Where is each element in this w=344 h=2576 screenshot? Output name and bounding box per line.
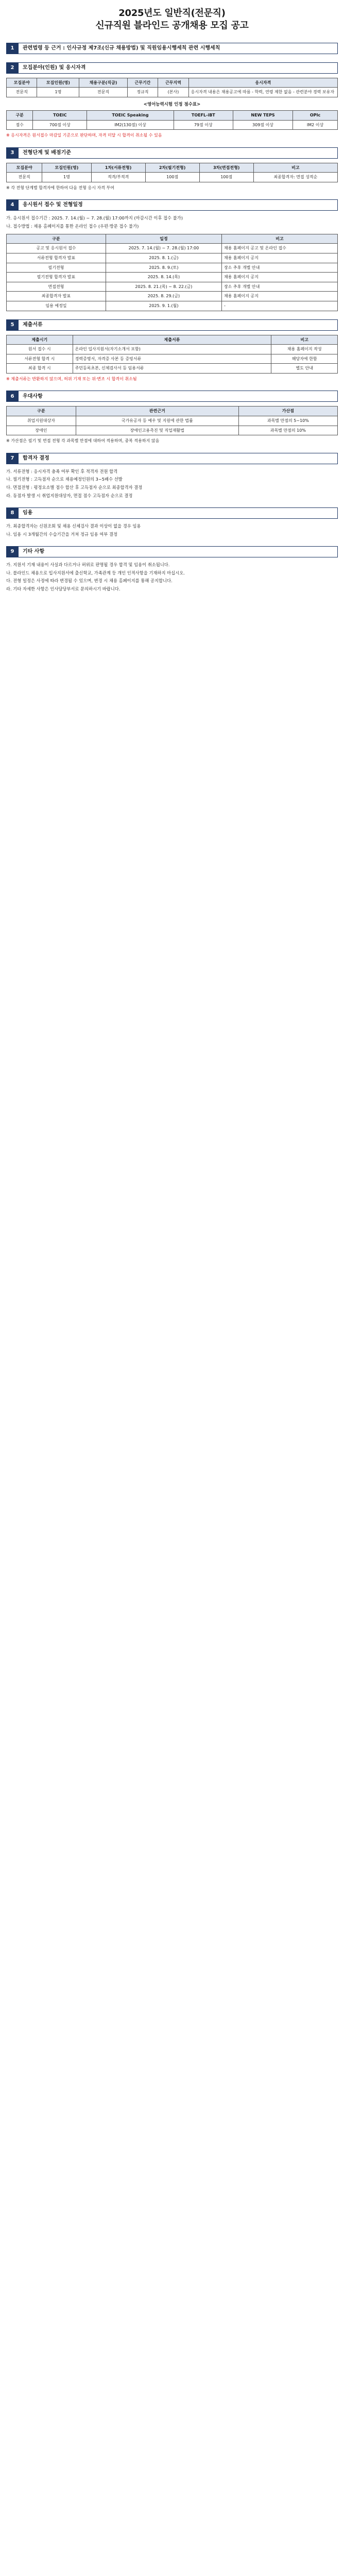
table-header: 모집인원(명): [37, 78, 79, 88]
table-row: 필기전형 합격자 발표 2025. 8. 14.(목) 채용 홈페이지 공지: [7, 273, 338, 282]
body-text: 나. 접수방법 : 채용 홈페이지를 통한 온라인 접수 (우편·방문 접수 불가): [6, 223, 139, 229]
section-7: [6, 453, 338, 499]
section-note: ※ 제출서류는 반환하지 않으며, 허위 기재 또는 위·변조 시 합격이 취소됨: [6, 376, 137, 381]
section-title: 우대사항: [19, 391, 338, 402]
body-text: 나. 필기전형 : 고득점자 순으로 채용예정인원의 3~5배수 선발: [6, 477, 123, 482]
table-row: 장애인 장애인고용촉진 및 직업재활법 과목별 만점의 10%: [7, 426, 338, 435]
section-note: ※ 가산점은 필기 및 면접 전형 각 과목별 만점에 대하여 적용하며, 중복 적용하지 않음: [6, 438, 160, 444]
table-row: 필기전형 2025. 8. 9.(토) 장소 추후 개별 안내: [7, 263, 338, 273]
table-row: 임용 예정일 2025. 9. 1.(월) -: [7, 301, 338, 311]
documents-table: 제출시기 제출서류 비고 원서 접수 시 온라인 입사지원서(자기소개서 포함) 채용 홈페이지 작성 서류전형 합격 시 경력증명서, 자격증 사본 등 증빙서류 해당자에 한함 최종 합격 시 주민등록초본, 신체검사서 등 임용서류 별도 안내: [6, 335, 338, 374]
table-header: 근무기간: [127, 78, 158, 88]
section-number: 4: [6, 199, 19, 211]
table-row: 점수 700점 이상 IM2(130점) 이상 79점 이상 309점 이상 IM2 이상: [7, 120, 338, 130]
section-number: 7: [6, 453, 19, 464]
table-row: 서류전형 합격자 발표 2025. 8. 1.(금) 채용 홈페이지 공지: [7, 253, 338, 263]
section-title: 임용: [19, 507, 338, 519]
section-number: 2: [6, 62, 19, 74]
section-title: 전형단계 및 배점기준: [19, 147, 338, 159]
schedule-table: 구분 일정 비고 공고 및 응시원서 접수 2025. 7. 14.(월) ~ 7. 28.(월) 17:00 채용 홈페이지 공고 및 온라인 접수 서류전형 합격자 발표 2025. 8. 1.(금) 채용 홈페이지 공지 필기전형 2025. 8. 9.(토) 장소 추후 개별 안내 필기전형 합격자 발표 2025. 8. 14.(목) 채용 홈페이지 공지 면접전형 2025. 8. 21.(목) ~ 8. 22.(금) 장소 추후 개별 안내 최종합격자 발표 2025. 8. 29.(금) 채용 홈페이지 공지 임용 예정일 2025. 9. 1.(월) -: [6, 234, 338, 311]
table-header: 근무지역: [158, 78, 188, 88]
table-header: 모집분야: [7, 78, 37, 88]
section-title: 관련법령 등 근거 : 인사규정 제7조(신규 채용방법) 및 직원임용시행세칙 관련 시행세칙: [19, 43, 338, 54]
section-3: [6, 147, 338, 192]
preference-table: 구분 관련근거 가산점 취업지원대상자 국가유공자 등 예우 및 지원에 관한 법률 과목별 만점의 5~10% 장애인 장애인고용촉진 및 직업재활법 과목별 만점의 10%: [6, 406, 338, 435]
language-score-table: 구분 TOEIC TOEIC Speaking TOEFL-iBT NEW TEPS OPIc 점수 700점 이상 IM2(130점) 이상 79점 이상 309점 이상 IM2 이상: [6, 110, 338, 130]
table-row: 공고 및 응시원서 접수 2025. 7. 14.(월) ~ 7. 28.(월) 17:00 채용 홈페이지 공고 및 온라인 접수: [7, 244, 338, 253]
section-title: 응시원서 접수 및 전형일정: [19, 199, 338, 211]
section-note: ※ 응시자격은 원서접수 마감일 기준으로 판단하며, 자격 미달 시 합격이 취소될 수 있음: [6, 133, 162, 138]
body-text: 가. 지원서 기재 내용이 사실과 다르거나 허위로 판명될 경우 합격 및 임용이 취소됩니다.: [6, 562, 170, 567]
section-title: 제출서류: [19, 319, 338, 331]
section-2: [6, 62, 338, 139]
table-row: 취업지원대상자 국가유공자 등 예우 및 지원에 관한 법률 과목별 만점의 5~10%: [7, 416, 338, 426]
body-text: 다. 전형 일정은 사정에 따라 변경될 수 있으며, 변경 시 채용 홈페이지를 통해 공지합니다.: [6, 578, 173, 584]
section-title: 기타 사항: [19, 546, 338, 557]
table-row: 최종합격자 발표 2025. 8. 29.(금) 채용 홈페이지 공지: [7, 292, 338, 301]
section-number: 9: [6, 546, 19, 557]
table-header: 응시자격: [188, 78, 337, 88]
section-number: 5: [6, 319, 19, 331]
body-text: 다. 면접전형 : 평정요소별 점수 합산 후 고득점자 순으로 최종합격자 결정: [6, 485, 143, 490]
section-5: [6, 319, 338, 383]
body-text: 나. 블라인드 채용으로 입사지원서에 출신학교, 가족관계 등 개인 인적사항을 기재하지 마십시오.: [6, 570, 185, 575]
section-6: [6, 391, 338, 444]
section-9: [6, 546, 338, 592]
table-header: 채용구분(직급): [79, 78, 127, 88]
section-title: 모집분야(인원) 및 응시자격: [19, 62, 338, 74]
table-row: 최종 합격 시 주민등록초본, 신체검사서 등 임용서류 별도 안내: [7, 364, 338, 374]
body-text: 나. 임용 시 3개월간의 수습기간을 거쳐 정규 임용 여부 결정: [6, 531, 117, 537]
title-line-2: 신규직원 블라인드 공개채용 모집 공고: [95, 20, 249, 31]
section-8: [6, 507, 338, 538]
body-text: 가. 응시원서 접수기간 : 2025. 7. 14.(월) ~ 7. 28.(월) 17:00까지 (마감시간 이후 접수 불가): [6, 215, 183, 221]
section-number: 8: [6, 507, 19, 519]
body-text: 라. 기타 자세한 사항은 인사담당부서로 문의하시기 바랍니다.: [6, 586, 121, 592]
title-line-1: 2025년도 일반직(전문직): [118, 8, 226, 19]
document-title: [6, 7, 338, 32]
stage-table: 모집분야 모집인원(명) 1차(서류전형) 2차(필기전형) 3차(면접전형) 비고 전문직 1명 적격/부적격 100점 100점 최종합격자: 면접 성적순: [6, 163, 338, 182]
section-4: [6, 199, 338, 311]
table-row: 전문직 1명 전문직 정규직 (본사) 응시자격 내용은 채용공고에 따름 - 학력, 연령 제한 없음 - 관련분야 경력 보유자: [7, 88, 338, 97]
table-row: 면접전형 2025. 8. 21.(목) ~ 8. 22.(금) 장소 추후 개별 안내: [7, 282, 338, 292]
section-number: 1: [6, 43, 19, 54]
section-number: 3: [6, 147, 19, 159]
section-1: [6, 43, 338, 54]
body-text: 라. 동점자 발생 시 취업지원대상자, 면접 점수 고득점자 순으로 결정: [6, 493, 133, 499]
body-text: 가. 최종합격자는 신원조회 및 채용 신체검사 결과 이상이 없을 경우 임용: [6, 523, 141, 529]
section-title: 합격자 결정: [19, 453, 338, 464]
table-row: 원서 접수 시 온라인 입사지원서(자기소개서 포함) 채용 홈페이지 작성: [7, 345, 338, 354]
lang-table-caption: <영어능력시험 인정 점수표>: [143, 101, 201, 107]
table-row: 서류전형 합격 시 경력증명서, 자격증 사본 등 증빙서류 해당자에 한함: [7, 354, 338, 364]
body-text: 가. 서류전형 : 응시자격 충족 여부 확인 후 적격자 전원 합격: [6, 468, 118, 474]
section-number: 6: [6, 391, 19, 402]
recruit-table: [6, 78, 338, 97]
table-row: 전문직 1명 적격/부적격 100점 100점 최종합격자: 면접 성적순: [7, 173, 338, 182]
section-note: ※ 각 전형 단계별 합격자에 한하여 다음 전형 응시 자격 부여: [6, 185, 114, 190]
